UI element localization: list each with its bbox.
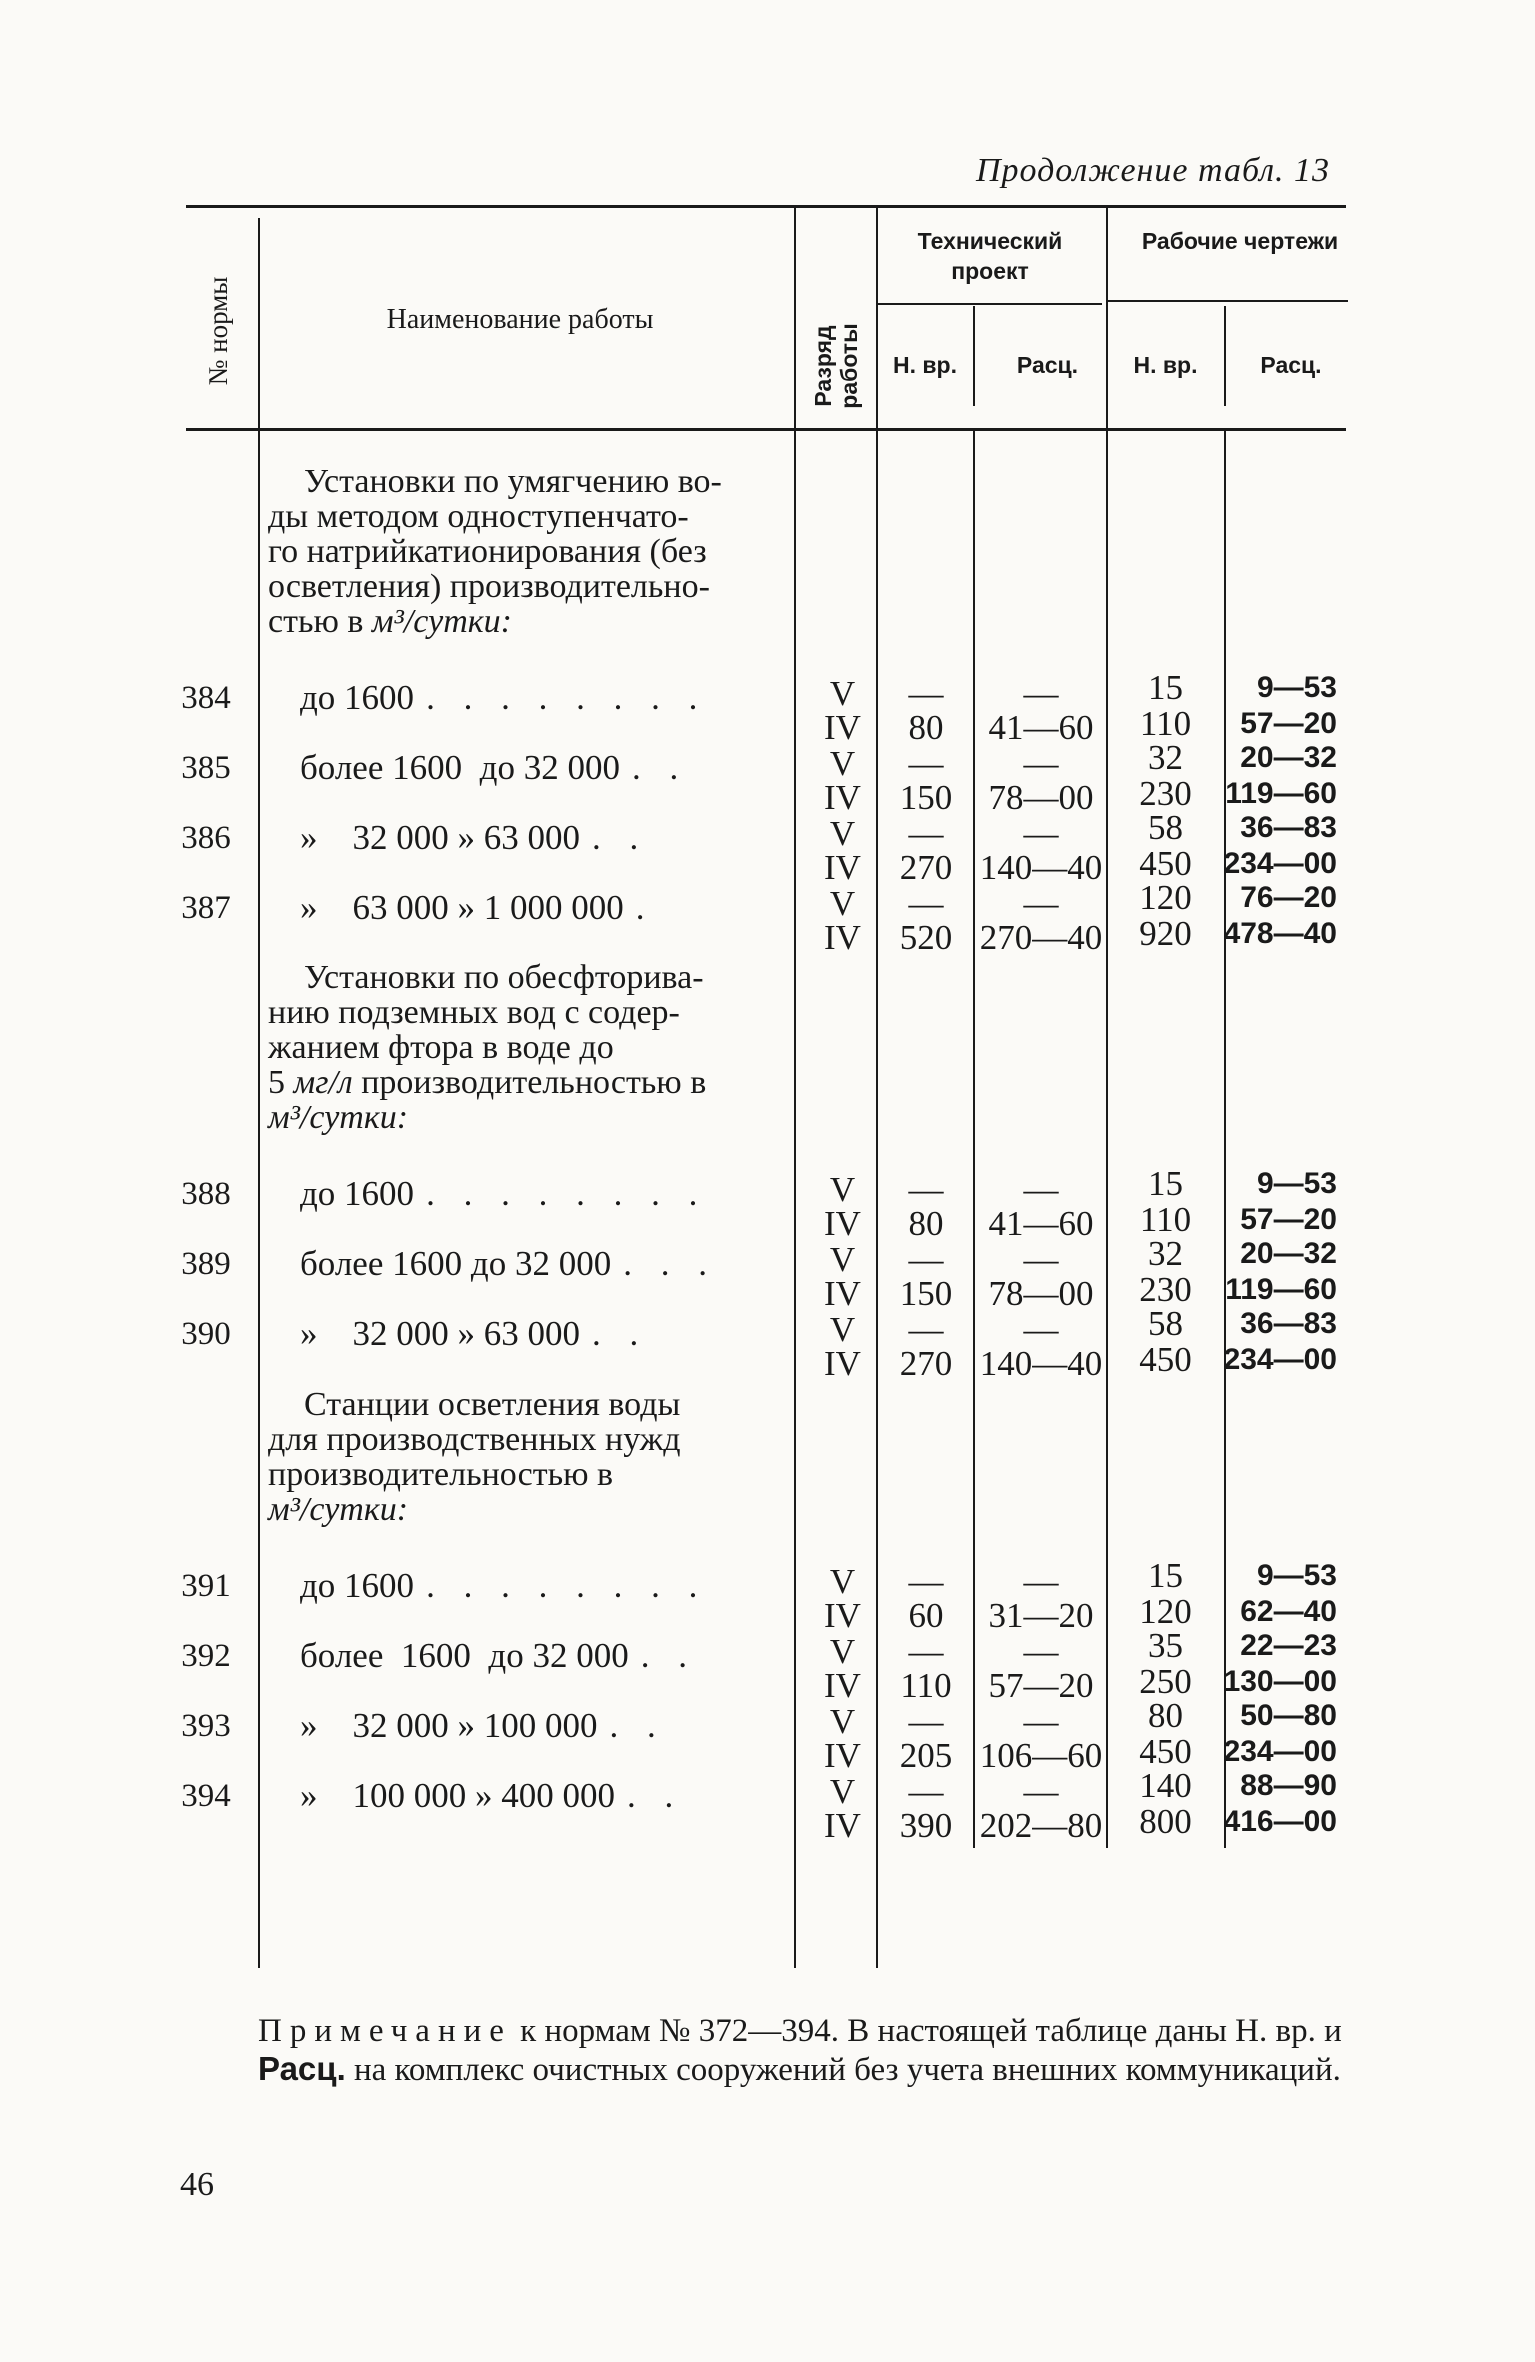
wd-n-vr-value: 15 xyxy=(1148,668,1183,707)
wd-rasc-value: 22—23 xyxy=(1240,1629,1337,1662)
section-title-unit: м³/сутки: xyxy=(371,603,512,640)
tp-rasc-value: — xyxy=(1023,814,1059,853)
header-work-name: Наименование работы xyxy=(386,304,654,335)
leader-dots: . . xyxy=(592,818,649,857)
section-title xyxy=(268,464,790,639)
wd-rasc-value: 130—00 xyxy=(1223,1665,1337,1698)
grade-value: IV xyxy=(824,1666,861,1705)
work-name-text: более 1600 до 32 000 xyxy=(300,1636,629,1675)
tp-n-vr-value: 150 xyxy=(899,778,953,817)
section-title-line: Станции осветления воды xyxy=(304,1386,681,1423)
tp-rasc-value: — xyxy=(1023,1170,1059,1209)
wd-n-vr-value: 120 xyxy=(1139,1592,1192,1631)
tp-rasc-value: — xyxy=(1023,1772,1059,1811)
leader-dots: . xyxy=(635,888,655,927)
tp-n-vr-value: 390 xyxy=(899,1806,953,1845)
tp-n-vr-value: — xyxy=(908,1170,944,1209)
table-top-rule xyxy=(186,205,1346,208)
norm-number: 386 xyxy=(181,820,231,856)
tp-n-vr-value: 110 xyxy=(900,1666,952,1705)
tp-n-vr-value: 270 xyxy=(899,848,953,887)
tp-n-vr-value: — xyxy=(908,1310,944,1349)
wd-n-vr-value: 110 xyxy=(1139,1200,1192,1239)
tp-rasc-value: 41—60 xyxy=(988,1204,1094,1243)
work-name-text: » 63 000 » 1 000 000 xyxy=(300,888,624,927)
grade-value: IV xyxy=(824,918,861,957)
work-name-text: до 1600 xyxy=(300,1566,415,1605)
wd-n-vr-value: 32 xyxy=(1148,738,1183,777)
tp-n-vr-value: — xyxy=(908,744,944,783)
wd-n-vr-value: 450 xyxy=(1139,1340,1192,1379)
tp-n-vr-value: 270 xyxy=(899,1344,953,1383)
section-title-prefix: 5 xyxy=(268,1064,285,1101)
work-name xyxy=(300,1246,790,1282)
grade-value: IV xyxy=(824,1806,861,1845)
norm-number: 392 xyxy=(181,1638,231,1674)
leader-dots: . . xyxy=(592,1314,649,1353)
tp-rasc-value: 41—60 xyxy=(988,708,1094,747)
wd-rasc-value: 76—20 xyxy=(1240,881,1337,914)
wd-n-vr-value: 110 xyxy=(1139,704,1192,743)
tp-rasc-value: 140—40 xyxy=(979,848,1103,887)
wd-rasc-value: 478—40 xyxy=(1223,917,1337,950)
section-title-line: го натрийкатионирования (без xyxy=(268,533,707,570)
section-title-unit: м³/сутки: xyxy=(268,1491,409,1528)
work-name xyxy=(300,1638,790,1674)
grade-value: V xyxy=(829,1632,856,1671)
column-divider-name xyxy=(794,208,796,1968)
wd-rasc-value: 9—53 xyxy=(1256,671,1337,704)
note-bold: Расц. xyxy=(258,2050,346,2087)
wd-n-vr-value: 140 xyxy=(1139,1766,1192,1805)
norm-number: 393 xyxy=(181,1708,231,1744)
tp-n-vr-value: — xyxy=(908,884,944,923)
norm-number: 390 xyxy=(181,1316,231,1352)
wd-rasc-value: 9—53 xyxy=(1256,1167,1337,1200)
work-name-text: до 1600 xyxy=(300,678,415,717)
work-name-text: до 1600 xyxy=(300,1174,415,1213)
wd-n-vr-value: 58 xyxy=(1148,808,1183,847)
work-name xyxy=(300,820,790,856)
work-name-text: более 1600 до 32 000 xyxy=(300,748,620,787)
tp-rasc-value: — xyxy=(1023,744,1059,783)
header-grade: Разряд работы xyxy=(810,323,862,409)
wd-n-vr-value: 450 xyxy=(1139,1732,1192,1771)
leader-dots: . . . . . . . . xyxy=(426,1566,708,1605)
wd-rasc-value: 234—00 xyxy=(1223,847,1337,880)
work-name xyxy=(300,1176,790,1212)
tp-rasc-value: — xyxy=(1023,1310,1059,1349)
grade-value: IV xyxy=(824,1596,861,1635)
tp-n-vr-value: 520 xyxy=(899,918,953,957)
tp-n-vr-value: 60 xyxy=(908,1596,944,1635)
wd-rasc-value: 36—83 xyxy=(1240,811,1337,844)
note-text: на комплекс очистных сооружений без учета внешних коммуникаций. xyxy=(345,2052,1341,2088)
work-name xyxy=(300,1316,790,1352)
section-title-line: осветления) производительно- xyxy=(268,568,710,605)
norm-number: 389 xyxy=(181,1246,231,1282)
wd-n-vr-value: 230 xyxy=(1139,1270,1192,1309)
header-wd-rasc: Расц. xyxy=(1260,352,1322,378)
norm-number: 391 xyxy=(181,1568,231,1604)
wd-rasc-value: 88—90 xyxy=(1240,1769,1337,1802)
norm-number: 387 xyxy=(181,890,231,926)
wd-n-vr-value: 450 xyxy=(1139,844,1192,883)
wd-n-vr-value: 15 xyxy=(1148,1164,1183,1203)
tp-rasc-value: — xyxy=(1023,1702,1059,1741)
tp-rasc-value: 78—00 xyxy=(988,778,1094,817)
table-continuation-title: Продолжение табл. 13 xyxy=(976,152,1331,189)
tp-n-vr-value: — xyxy=(908,1562,944,1601)
section-title-line: нию подземных вод с содер- xyxy=(268,994,680,1031)
tp-rasc-value: 57—20 xyxy=(988,1666,1094,1705)
wd-rasc-value: 57—20 xyxy=(1240,707,1337,740)
tp-n-vr-value: 150 xyxy=(899,1274,953,1313)
tp-rasc-value: 31—20 xyxy=(988,1596,1094,1635)
tp-n-vr-value: 205 xyxy=(899,1736,953,1775)
wd-n-vr-value: 15 xyxy=(1148,1556,1183,1595)
section-title-unit: мг/л xyxy=(293,1064,353,1101)
norm-number: 394 xyxy=(181,1778,231,1814)
tp-rasc-value: — xyxy=(1023,1240,1059,1279)
section-title xyxy=(268,1387,790,1527)
norm-number: 384 xyxy=(181,680,231,716)
page-number: 46 xyxy=(180,2166,214,2203)
tp-rasc-value: — xyxy=(1023,1632,1059,1671)
working-drawings-subrule xyxy=(1108,300,1348,302)
grade-value: V xyxy=(829,1240,856,1279)
tp-rasc-value: — xyxy=(1023,884,1059,923)
wd-rasc-value: 234—00 xyxy=(1223,1735,1337,1768)
work-name xyxy=(300,890,790,926)
leader-dots: . . xyxy=(631,748,689,787)
work-name-text: » 100 000 » 400 000 xyxy=(300,1776,615,1815)
wd-rasc-value: 119—60 xyxy=(1225,1273,1337,1306)
section-title-line: производительностью в xyxy=(361,1064,707,1101)
header-tp-n-vr: Н. вр. xyxy=(893,352,957,378)
wd-n-vr-value: 35 xyxy=(1148,1626,1183,1665)
norm-number: 388 xyxy=(181,1176,231,1212)
wd-rasc-value: 50—80 xyxy=(1240,1699,1337,1732)
table-note xyxy=(258,2012,1348,2089)
column-divider-tp-sub-header xyxy=(973,306,975,406)
grade-value: V xyxy=(829,1772,856,1811)
column-divider-wd-sub-header xyxy=(1224,306,1226,406)
tp-n-vr-value: — xyxy=(908,814,944,853)
work-name-text: » 32 000 » 63 000 xyxy=(300,818,580,857)
work-name xyxy=(300,1708,790,1744)
wd-n-vr-value: 920 xyxy=(1139,914,1192,953)
grade-value: V xyxy=(829,814,856,853)
section-title-line: жанием фтора в воде до xyxy=(268,1029,614,1066)
section-title xyxy=(268,960,790,1135)
section-title-line: Установки по обесфторива- xyxy=(304,959,704,996)
tp-rasc-value: 78—00 xyxy=(988,1274,1094,1313)
grade-value: IV xyxy=(824,1274,861,1313)
wd-n-vr-value: 230 xyxy=(1139,774,1192,813)
tp-n-vr-value: — xyxy=(908,1702,944,1741)
header-bottom-rule xyxy=(186,428,1346,431)
tech-project-subrule xyxy=(876,303,1102,305)
column-divider-no xyxy=(258,218,260,1968)
grade-value: IV xyxy=(824,1736,861,1775)
section-title-line: для производственных нужд xyxy=(268,1421,681,1458)
grade-value: IV xyxy=(824,848,861,887)
wd-rasc-value: 20—32 xyxy=(1240,741,1337,774)
wd-n-vr-value: 800 xyxy=(1139,1802,1192,1841)
tp-rasc-value: 140—40 xyxy=(979,1344,1103,1383)
work-name-text: » 32 000 » 100 000 xyxy=(300,1706,598,1745)
tp-n-vr-value: — xyxy=(908,1240,944,1279)
grade-value: V xyxy=(829,744,856,783)
header-technical-project: Технический проект xyxy=(917,228,1063,284)
wd-rasc-value: 62—40 xyxy=(1240,1595,1337,1628)
grade-value: V xyxy=(829,884,856,923)
section-title-line: производительностью в xyxy=(268,1456,614,1493)
wd-n-vr-value: 250 xyxy=(1139,1662,1192,1701)
work-name xyxy=(300,680,790,716)
grade-value: IV xyxy=(824,708,861,747)
tp-rasc-value: — xyxy=(1023,1562,1059,1601)
wd-n-vr-value: 32 xyxy=(1148,1234,1183,1273)
grade-value: V xyxy=(829,1310,856,1349)
work-name xyxy=(300,750,790,786)
work-name-text: более 1600 до 32 000 xyxy=(300,1244,612,1283)
note-text: к нормам № 372—394. В настоящей таблице даны Н. вр. и xyxy=(511,2013,1342,2049)
wd-n-vr-value: 58 xyxy=(1148,1304,1183,1343)
grade-value: V xyxy=(829,1170,856,1209)
grade-value: V xyxy=(829,1702,856,1741)
header-tp-rasc: Расц. xyxy=(1016,352,1079,378)
section-title-line: Установки по умягчению во- xyxy=(304,463,722,500)
section-title-line: стью в xyxy=(268,603,364,640)
tp-rasc-value: 270—40 xyxy=(979,918,1103,957)
work-name-text: » 32 000 » 63 000 xyxy=(300,1314,580,1353)
wd-rasc-value: 36—83 xyxy=(1240,1307,1337,1340)
tp-n-vr-value: — xyxy=(908,1632,944,1671)
grade-value: IV xyxy=(824,1204,861,1243)
tp-rasc-value: — xyxy=(1023,674,1059,713)
tp-n-vr-value: 80 xyxy=(908,708,944,747)
wd-n-vr-value: 120 xyxy=(1139,878,1192,917)
leader-dots: . . . . . . . . xyxy=(426,1174,708,1213)
leader-dots: . . . xyxy=(623,1244,717,1283)
tp-n-vr-value: — xyxy=(908,674,944,713)
grade-value: IV xyxy=(824,1344,861,1383)
leader-dots: . . . . . . . . xyxy=(426,678,708,717)
wd-rasc-value: 9—53 xyxy=(1256,1559,1337,1592)
tp-n-vr-value: 80 xyxy=(908,1204,944,1243)
grade-value: IV xyxy=(824,778,861,817)
leader-dots: . . xyxy=(640,1636,697,1675)
tp-rasc-value: 202—80 xyxy=(979,1806,1103,1845)
grade-value: V xyxy=(829,1562,856,1601)
wd-n-vr-value: 80 xyxy=(1148,1696,1183,1735)
work-name xyxy=(300,1568,790,1604)
tp-rasc-value: 106—60 xyxy=(979,1736,1103,1775)
wd-rasc-value: 20—32 xyxy=(1240,1237,1337,1270)
leader-dots: . . xyxy=(627,1776,684,1815)
grade-value: V xyxy=(829,674,856,713)
section-title-unit: м³/сутки: xyxy=(268,1099,409,1136)
leader-dots: . . xyxy=(609,1706,666,1745)
header-working-drawings: Рабочие чертежи xyxy=(1141,228,1339,254)
wd-rasc-value: 416—00 xyxy=(1223,1805,1337,1838)
header-norm-number: № нормы xyxy=(203,276,233,386)
header-wd-n-vr: Н. вр. xyxy=(1133,352,1198,378)
wd-rasc-value: 234—00 xyxy=(1223,1343,1337,1376)
tp-n-vr-value: — xyxy=(908,1772,944,1811)
work-name xyxy=(300,1778,790,1814)
section-title-line: ды методом одноступенчато- xyxy=(268,498,689,535)
norm-number: 385 xyxy=(181,750,231,786)
note-label: Примечание xyxy=(258,2013,512,2049)
wd-rasc-value: 57—20 xyxy=(1240,1203,1337,1236)
wd-rasc-value: 119—60 xyxy=(1225,777,1337,810)
